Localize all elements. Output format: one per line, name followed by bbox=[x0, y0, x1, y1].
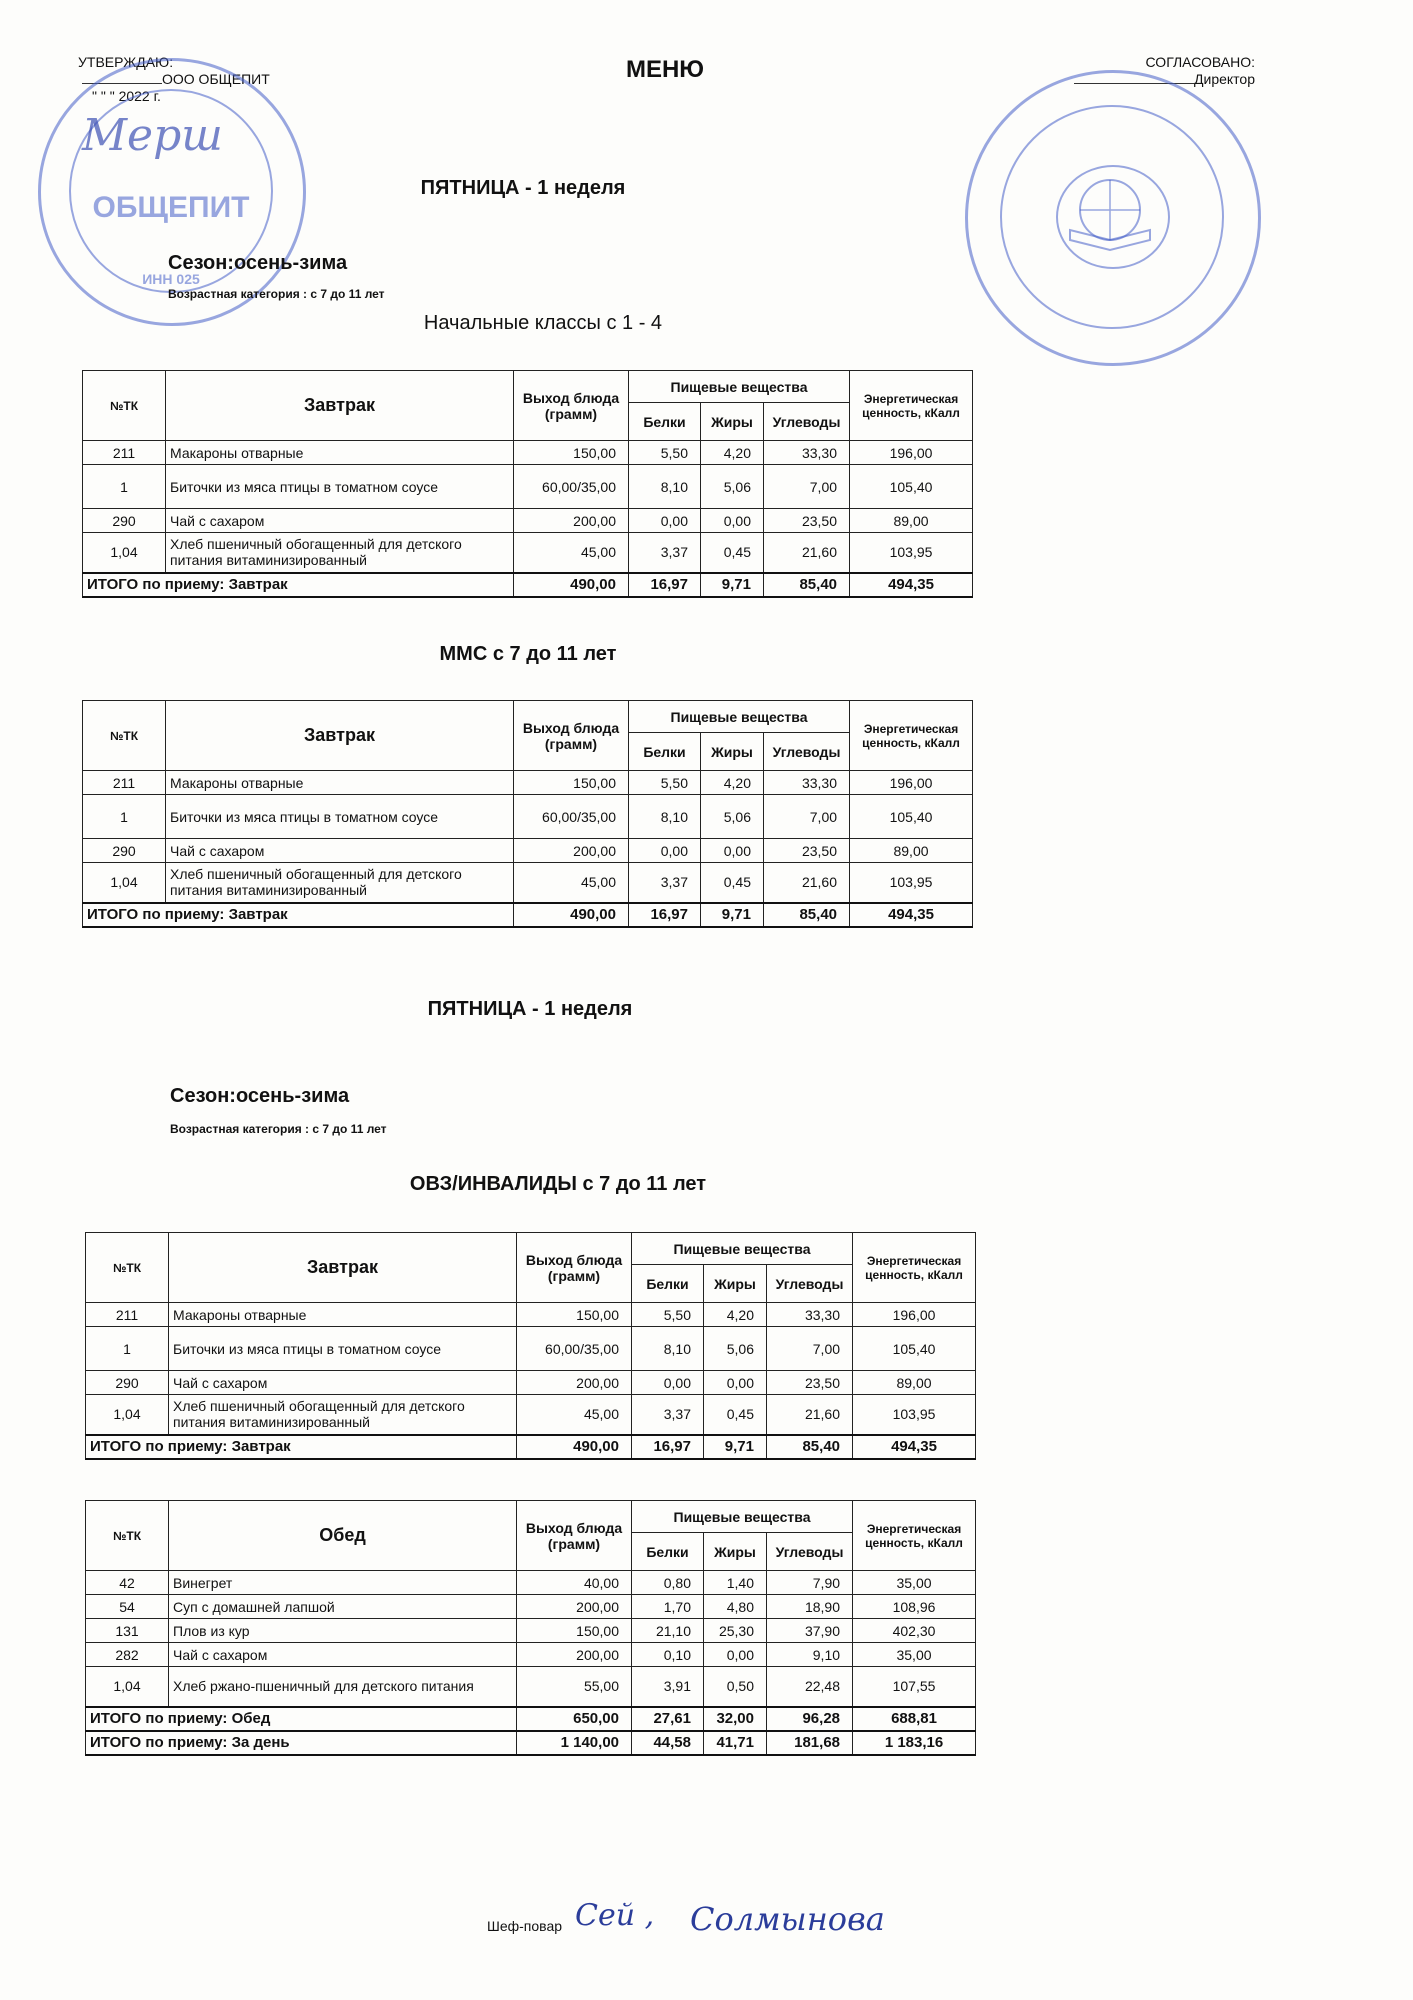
cell-output: 40,00 bbox=[517, 1571, 632, 1595]
section2-season: Сезон:осень-зима bbox=[170, 1085, 350, 1107]
cell-output: 45,00 bbox=[514, 863, 629, 903]
cell-energy: 103,95 bbox=[850, 533, 973, 573]
cell-name: Биточки из мяса птицы в томатном соусе bbox=[169, 1327, 517, 1371]
approve-label: УТВЕРЖДАЮ: bbox=[78, 54, 174, 70]
page-title: МЕНЮ bbox=[625, 56, 705, 83]
cell-name: Плов из кур bbox=[169, 1619, 517, 1643]
total-row bbox=[86, 1435, 976, 1459]
agree-role: Директор bbox=[1050, 71, 1255, 88]
cell-output: 45,00 bbox=[514, 533, 629, 573]
table-row bbox=[83, 533, 973, 573]
menu-table-mms bbox=[82, 700, 973, 928]
col-code: №ТК bbox=[86, 1501, 169, 1571]
col-nutrients: Пищевые вещества bbox=[629, 371, 850, 403]
cell-output: 60,00/35,00 bbox=[514, 465, 629, 509]
col-energy: Энергетическая ценность, кКалл bbox=[850, 371, 973, 441]
cell-code: 290 bbox=[83, 509, 166, 533]
cell-carbs: 21,60 bbox=[764, 533, 850, 573]
col-fat: Жиры bbox=[704, 1265, 767, 1303]
total-carbs: 85,40 bbox=[764, 573, 850, 597]
col-protein: Белки bbox=[632, 1533, 704, 1571]
cell-protein: 0,00 bbox=[632, 1371, 704, 1395]
cell-fat: 5,06 bbox=[704, 1327, 767, 1371]
cell-name: Макароны отварные bbox=[169, 1303, 517, 1327]
total-energy: 688,81 bbox=[853, 1707, 976, 1731]
col-code: №ТК bbox=[83, 371, 166, 441]
total-row bbox=[83, 573, 973, 597]
table-row bbox=[83, 795, 973, 839]
cell-protein: 5,50 bbox=[629, 441, 701, 465]
total-label: ИТОГО по приему: Завтрак bbox=[86, 1435, 517, 1459]
table-row bbox=[86, 1595, 976, 1619]
cell-code: 131 bbox=[86, 1619, 169, 1643]
day-total-energy: 1 183,16 bbox=[853, 1731, 976, 1755]
cell-name: Хлеб ржано-пшеничный для детского питания bbox=[169, 1667, 517, 1707]
section1-season: Сезон:осень-зима bbox=[168, 252, 348, 274]
day-total-carbs: 181,68 bbox=[767, 1731, 853, 1755]
col-protein: Белки bbox=[632, 1265, 704, 1303]
cell-output: 55,00 bbox=[517, 1667, 632, 1707]
col-code: №ТК bbox=[83, 701, 166, 771]
total-label: ИТОГО по приему: Обед bbox=[86, 1707, 517, 1731]
cell-code: 1,04 bbox=[83, 863, 166, 903]
agree-label: СОГЛАСОВАНО: bbox=[1145, 54, 1255, 70]
cell-carbs: 7,00 bbox=[767, 1327, 853, 1371]
cell-energy: 89,00 bbox=[853, 1371, 976, 1395]
menu-table-primary bbox=[82, 370, 973, 598]
cell-carbs: 21,60 bbox=[764, 863, 850, 903]
cell-fat: 4,20 bbox=[701, 771, 764, 795]
cell-output: 200,00 bbox=[514, 839, 629, 863]
cell-carbs: 23,50 bbox=[767, 1371, 853, 1395]
cell-protein: 0,00 bbox=[629, 839, 701, 863]
cell-output: 45,00 bbox=[517, 1395, 632, 1435]
col-fat: Жиры bbox=[701, 733, 764, 771]
day-total-label: ИТОГО по приему: За день bbox=[86, 1731, 517, 1755]
cell-energy: 35,00 bbox=[853, 1643, 976, 1667]
table-row bbox=[86, 1395, 976, 1435]
cell-fat: 0,00 bbox=[704, 1371, 767, 1395]
day-total-output: 1 140,00 bbox=[517, 1731, 632, 1755]
cell-code: 290 bbox=[83, 839, 166, 863]
cell-code: 1,04 bbox=[83, 533, 166, 573]
cell-energy: 103,95 bbox=[853, 1395, 976, 1435]
cell-carbs: 23,50 bbox=[764, 839, 850, 863]
col-meal: Завтрак bbox=[169, 1233, 517, 1303]
cell-fat: 5,06 bbox=[701, 465, 764, 509]
company-stamp bbox=[38, 58, 306, 326]
cell-protein: 0,10 bbox=[632, 1643, 704, 1667]
cell-protein: 3,91 bbox=[632, 1667, 704, 1707]
cell-protein: 5,50 bbox=[629, 771, 701, 795]
cell-energy: 196,00 bbox=[850, 771, 973, 795]
cell-code: 211 bbox=[83, 441, 166, 465]
cell-protein: 5,50 bbox=[632, 1303, 704, 1327]
cell-carbs: 21,60 bbox=[767, 1395, 853, 1435]
table-row bbox=[83, 441, 973, 465]
cell-name: Чай с сахаром bbox=[166, 839, 514, 863]
globe-book-icon bbox=[1060, 170, 1160, 260]
section2-day-title: ПЯТНИЦА - 1 неделя bbox=[427, 998, 633, 1020]
company-stamp-inn: ИНН 025 bbox=[142, 271, 200, 287]
cell-code: 211 bbox=[83, 771, 166, 795]
cell-protein: 8,10 bbox=[629, 795, 701, 839]
total-fat: 9,71 bbox=[701, 903, 764, 927]
approval-signature: Мерш bbox=[82, 110, 223, 161]
col-carbs: Углеводы bbox=[767, 1265, 853, 1303]
cell-energy: 105,40 bbox=[850, 795, 973, 839]
cell-name: Чай с сахаром bbox=[169, 1643, 517, 1667]
cell-fat: 0,45 bbox=[701, 533, 764, 573]
cell-carbs: 7,00 bbox=[764, 795, 850, 839]
cell-output: 200,00 bbox=[514, 509, 629, 533]
cell-protein: 3,37 bbox=[632, 1395, 704, 1435]
cell-name: Биточки из мяса птицы в томатном соусе bbox=[166, 795, 514, 839]
col-meal: Завтрак bbox=[166, 701, 514, 771]
cell-carbs: 23,50 bbox=[764, 509, 850, 533]
cell-output: 60,00/35,00 bbox=[517, 1327, 632, 1371]
cell-energy: 35,00 bbox=[853, 1571, 976, 1595]
cell-code: 1 bbox=[83, 465, 166, 509]
cell-energy: 196,00 bbox=[853, 1303, 976, 1327]
day-total-row bbox=[86, 1731, 976, 1755]
cell-protein: 8,10 bbox=[632, 1327, 704, 1371]
col-energy: Энергетическая ценность, кКалл bbox=[850, 701, 973, 771]
col-fat: Жиры bbox=[704, 1533, 767, 1571]
total-output: 490,00 bbox=[514, 903, 629, 927]
chef-initials-signature: Сей , bbox=[575, 1898, 655, 1933]
table-body bbox=[83, 441, 973, 573]
col-fat: Жиры bbox=[701, 403, 764, 441]
cell-name: Винегрет bbox=[169, 1571, 517, 1595]
cell-output: 150,00 bbox=[514, 441, 629, 465]
cell-code: 1 bbox=[86, 1327, 169, 1371]
table-row bbox=[83, 465, 973, 509]
table-row bbox=[83, 509, 973, 533]
table-body bbox=[86, 1571, 976, 1707]
cell-output: 150,00 bbox=[517, 1303, 632, 1327]
chef-signature: Солмынова bbox=[690, 1900, 885, 1938]
total-energy: 494,35 bbox=[850, 903, 973, 927]
section1-age: Возрастная категория : с 7 до 11 лет bbox=[168, 287, 385, 301]
cell-name: Чай с сахаром bbox=[166, 509, 514, 533]
col-meal: Обед bbox=[169, 1501, 517, 1571]
col-nutrients: Пищевые вещества bbox=[629, 701, 850, 733]
cell-fat: 0,45 bbox=[704, 1395, 767, 1435]
cell-output: 200,00 bbox=[517, 1643, 632, 1667]
cell-energy: 103,95 bbox=[850, 863, 973, 903]
cell-carbs: 9,10 bbox=[767, 1643, 853, 1667]
table-row bbox=[83, 863, 973, 903]
cell-output: 150,00 bbox=[517, 1619, 632, 1643]
cell-code: 1,04 bbox=[86, 1395, 169, 1435]
col-energy: Энергетическая ценность, кКалл bbox=[853, 1501, 976, 1571]
chef-block bbox=[487, 1918, 562, 1934]
col-output: Выход блюда (грамм) bbox=[514, 701, 629, 771]
group2-title: ММС с 7 до 11 лет bbox=[439, 643, 617, 665]
total-energy: 494,35 bbox=[853, 1435, 976, 1459]
cell-fat: 0,00 bbox=[704, 1643, 767, 1667]
cell-fat: 25,30 bbox=[704, 1619, 767, 1643]
table-row bbox=[86, 1327, 976, 1371]
table-row bbox=[86, 1371, 976, 1395]
cell-energy: 105,40 bbox=[850, 465, 973, 509]
cell-protein: 1,70 bbox=[632, 1595, 704, 1619]
col-carbs: Углеводы bbox=[764, 733, 850, 771]
day-total-protein: 44,58 bbox=[632, 1731, 704, 1755]
cell-carbs: 18,90 bbox=[767, 1595, 853, 1619]
col-output: Выход блюда (грамм) bbox=[514, 371, 629, 441]
cell-protein: 0,00 bbox=[629, 509, 701, 533]
cell-name: Хлеб пшеничный обогащенный для детского питания витаминизированный bbox=[166, 533, 514, 573]
total-energy: 494,35 bbox=[850, 573, 973, 597]
table-row bbox=[83, 839, 973, 863]
cell-fat: 0,00 bbox=[701, 839, 764, 863]
col-meal: Завтрак bbox=[166, 371, 514, 441]
table-row bbox=[86, 1571, 976, 1595]
cell-code: 282 bbox=[86, 1643, 169, 1667]
cell-output: 60,00/35,00 bbox=[514, 795, 629, 839]
cell-fat: 4,20 bbox=[701, 441, 764, 465]
cell-fat: 0,00 bbox=[701, 509, 764, 533]
cell-code: 211 bbox=[86, 1303, 169, 1327]
cell-carbs: 33,30 bbox=[764, 441, 850, 465]
cell-energy: 107,55 bbox=[853, 1667, 976, 1707]
cell-protein: 3,37 bbox=[629, 863, 701, 903]
total-row bbox=[86, 1707, 976, 1731]
cell-name: Суп с домашней лапшой bbox=[169, 1595, 517, 1619]
cell-fat: 0,50 bbox=[704, 1667, 767, 1707]
cell-energy: 105,40 bbox=[853, 1327, 976, 1371]
section2-group-title: ОВЗ/ИНВАЛИДЫ с 7 до 11 лет bbox=[409, 1173, 707, 1195]
total-fat: 9,71 bbox=[704, 1435, 767, 1459]
col-energy: Энергетическая ценность, кКалл bbox=[853, 1233, 976, 1303]
cell-code: 1,04 bbox=[86, 1667, 169, 1707]
total-protein: 27,61 bbox=[632, 1707, 704, 1731]
total-row bbox=[83, 903, 973, 927]
total-output: 650,00 bbox=[517, 1707, 632, 1731]
table-row bbox=[86, 1619, 976, 1643]
total-fat: 32,00 bbox=[704, 1707, 767, 1731]
cell-protein: 8,10 bbox=[629, 465, 701, 509]
menu-table-ovz-lunch bbox=[85, 1500, 976, 1756]
cell-name: Макароны отварные bbox=[166, 771, 514, 795]
total-protein: 16,97 bbox=[629, 903, 701, 927]
section1-group-title: Начальные классы с 1 - 4 bbox=[423, 312, 663, 334]
cell-output: 200,00 bbox=[517, 1371, 632, 1395]
cell-code: 290 bbox=[86, 1371, 169, 1395]
cell-name: Хлеб пшеничный обогащенный для детского питания витаминизированный bbox=[169, 1395, 517, 1435]
section2-age: Возрастная категория : с 7 до 11 лет bbox=[170, 1122, 387, 1136]
section1-day-title: ПЯТНИЦА - 1 неделя bbox=[420, 177, 626, 199]
total-output: 490,00 bbox=[514, 573, 629, 597]
table-row bbox=[83, 771, 973, 795]
company-stamp-name: ОБЩЕПИТ bbox=[92, 191, 250, 224]
table-row bbox=[86, 1667, 976, 1707]
total-carbs: 96,28 bbox=[767, 1707, 853, 1731]
cell-fat: 4,80 bbox=[704, 1595, 767, 1619]
table-body bbox=[86, 1303, 976, 1435]
cell-carbs: 7,90 bbox=[767, 1571, 853, 1595]
cell-code: 42 bbox=[86, 1571, 169, 1595]
table-row bbox=[86, 1643, 976, 1667]
total-fat: 9,71 bbox=[701, 573, 764, 597]
total-protein: 16,97 bbox=[632, 1435, 704, 1459]
cell-protein: 21,10 bbox=[632, 1619, 704, 1643]
approve-org: ООО ОБЩЕПИТ bbox=[78, 71, 270, 88]
total-label: ИТОГО по приему: Завтрак bbox=[83, 903, 514, 927]
col-nutrients: Пищевые вещества bbox=[632, 1501, 853, 1533]
cell-carbs: 22,48 bbox=[767, 1667, 853, 1707]
cell-energy: 108,96 bbox=[853, 1595, 976, 1619]
col-protein: Белки bbox=[629, 403, 701, 441]
cell-energy: 402,30 bbox=[853, 1619, 976, 1643]
col-nutrients: Пищевые вещества bbox=[632, 1233, 853, 1265]
total-carbs: 85,40 bbox=[767, 1435, 853, 1459]
cell-carbs: 33,30 bbox=[767, 1303, 853, 1327]
cell-carbs: 33,30 bbox=[764, 771, 850, 795]
cell-output: 150,00 bbox=[514, 771, 629, 795]
cell-code: 1 bbox=[83, 795, 166, 839]
cell-fat: 1,40 bbox=[704, 1571, 767, 1595]
day-total-fat: 41,71 bbox=[704, 1731, 767, 1755]
cell-name: Макароны отварные bbox=[166, 441, 514, 465]
cell-protein: 3,37 bbox=[629, 533, 701, 573]
cell-fat: 0,45 bbox=[701, 863, 764, 903]
table-row bbox=[86, 1303, 976, 1327]
total-protein: 16,97 bbox=[629, 573, 701, 597]
cell-energy: 196,00 bbox=[850, 441, 973, 465]
cell-energy: 89,00 bbox=[850, 839, 973, 863]
cell-name: Чай с сахаром bbox=[169, 1371, 517, 1395]
col-code: №ТК bbox=[86, 1233, 169, 1303]
cell-energy: 89,00 bbox=[850, 509, 973, 533]
col-protein: Белки bbox=[629, 733, 701, 771]
col-output: Выход блюда (грамм) bbox=[517, 1501, 632, 1571]
cell-protein: 0,80 bbox=[632, 1571, 704, 1595]
total-output: 490,00 bbox=[517, 1435, 632, 1459]
col-carbs: Углеводы bbox=[767, 1533, 853, 1571]
col-carbs: Углеводы bbox=[764, 403, 850, 441]
cell-output: 200,00 bbox=[517, 1595, 632, 1619]
chef-label: Шеф-повар bbox=[487, 1918, 563, 1934]
menu-table-ovz-breakfast bbox=[85, 1232, 976, 1460]
total-carbs: 85,40 bbox=[764, 903, 850, 927]
cell-carbs: 37,90 bbox=[767, 1619, 853, 1643]
cell-name: Хлеб пшеничный обогащенный для детского питания витаминизированный bbox=[166, 863, 514, 903]
table-body bbox=[83, 771, 973, 903]
approve-date: " " " 2022 г. bbox=[92, 88, 161, 104]
col-output: Выход блюда (грамм) bbox=[517, 1233, 632, 1303]
cell-name: Биточки из мяса птицы в томатном соусе bbox=[166, 465, 514, 509]
cell-code: 54 bbox=[86, 1595, 169, 1619]
total-label: ИТОГО по приему: Завтрак bbox=[83, 573, 514, 597]
cell-carbs: 7,00 bbox=[764, 465, 850, 509]
cell-fat: 4,20 bbox=[704, 1303, 767, 1327]
cell-fat: 5,06 bbox=[701, 795, 764, 839]
